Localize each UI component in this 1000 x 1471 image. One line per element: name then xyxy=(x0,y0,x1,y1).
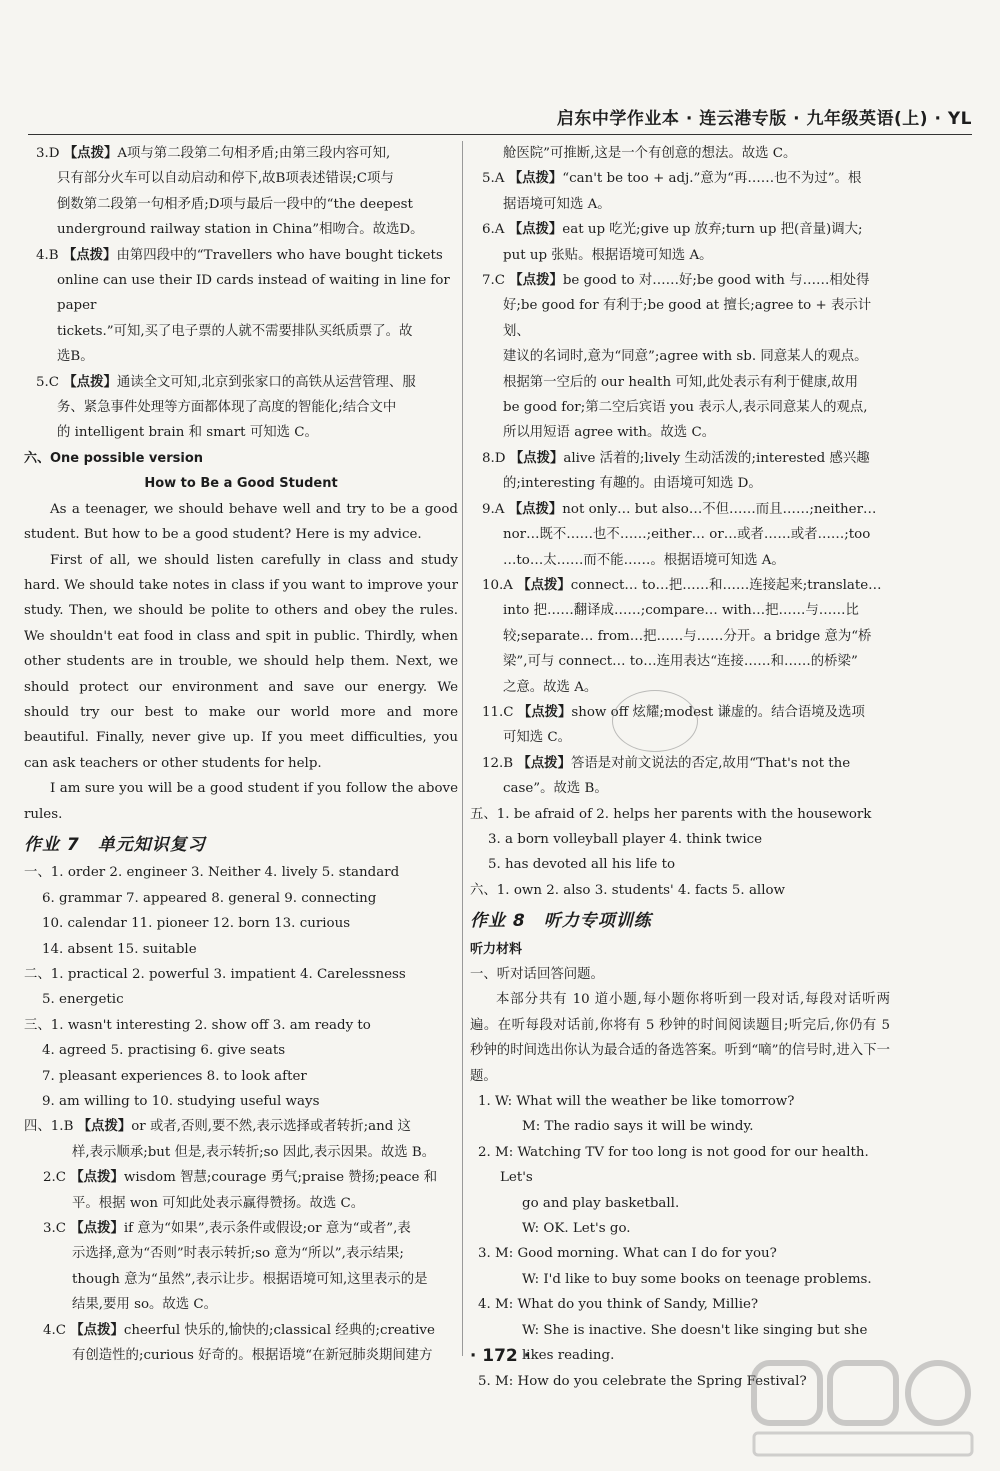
part-title: 一、听对话回答问题。 xyxy=(470,967,604,982)
watermark-logo xyxy=(748,1353,978,1463)
answer-row: 4. agreed 5. practising 6. give seats xyxy=(42,1043,286,1059)
answer-row: 6. grammar 7. appeared 8. general 9. connecting xyxy=(42,890,377,906)
dialog-item: 5. M: How do you celebrate the Spring Festival? xyxy=(478,1373,807,1389)
answer-row: 3. a born volleyball player 4. think twice xyxy=(488,831,763,847)
answer-row: 六、1. own 2. also 3. students' 4. facts 5. allow xyxy=(470,882,786,898)
left-column xyxy=(24,141,458,1369)
answer-row: 9. am willing to 10. studying useful ways xyxy=(42,1094,320,1110)
page-header: 启东中学作业本 · 连云港专版 · 九年级英语(上) · YL xyxy=(556,109,972,129)
answer-item: 7.C 【点拨】be good to 对……好;be good with 与……相处得 好;be good for 有利于;be good at 擅长;agree to + 表示计划、 建议的名词时,意为“同意”;agree with sb. 同意某人的观点。 根据第一空后的 our health 可知,此处表示有利于健康,故用 be good for;第二空后宾语 you 表示人,表示同意某人的观点, 所以用短语 agree with。故选 C。 xyxy=(482,272,872,441)
answer-item: 5.C 【点拨】通读全文可知,北京到张家口的高铁从运营管理、服 务、紧急事件处理等方面都体现了高度的智能化;结合文中 的 intelligent brain 和 smart 可知选 C。 xyxy=(36,373,416,441)
materials-title: 听力材料 xyxy=(470,941,523,957)
dialog-item: 1. W: What will the weather be like tomorrow? M: The radio says it will be windy. xyxy=(478,1094,795,1135)
dialog-item: 4. M: What do you think of Sandy, Millie? W: She is inactive. She doesn't like singing but she likes reading. xyxy=(478,1297,868,1364)
answer-item: 3.C 【点拨】if 意为“如果”,表示条件或假设;or 意为“或者”,表 示选择,意为“否则”时表示转折;so 意为“所以”,表示结果; though 意为“虽然”,表示让步。根据语境可知,这里表示的是 结果,要用 so。故选 C。 xyxy=(43,1220,428,1313)
stamp-mark xyxy=(612,690,698,752)
answer-row: 7. pleasant experiences 8. to look after xyxy=(42,1068,307,1084)
answer-row: 10. calendar 11. pioneer 12. born 13. curious xyxy=(42,916,351,932)
answer-item: 9.A 【点拨】not only… but also…不但……而且……;neither… nor…既不……也不……;either… or…或者……或者……;too …to…太……而不能……。根据语境可知选 A。 xyxy=(482,500,877,568)
answer-row: 14. absent 15. suitable xyxy=(42,941,197,957)
answer-item: 11.C 【点拨】show off 炫耀;modest 谦虚的。结合语境及选项 可知选 C。 xyxy=(482,703,865,746)
answer-row: 5. energetic xyxy=(42,992,124,1008)
right-column xyxy=(470,141,890,1394)
essay-title: How to Be a Good Student xyxy=(144,476,338,492)
dialog-item: 2. M: Watching TV for too long is not good for our health. Let's go and play basketball. W: OK. Let's go. xyxy=(478,1144,869,1237)
essay-paragraph: As a teenager, we should behave well and try to be a good student. But how to be a good student? Here is my advice. xyxy=(24,501,458,543)
answer-item: 8.D 【点拨】alive 活着的;lively 生动活泼的;interested 感兴趣 的;interesting 有趣的。由语境可知选 D。 xyxy=(482,449,870,492)
answer-item: 2.C 【点拨】wisdom 智慧;courage 勇气;praise 赞扬;peace 和 平。根据 won 可知此处表示赢得赞扬。故选 C。 xyxy=(43,1169,438,1211)
answer-item: 10.A 【点拨】connect… to…把……和……连接起来;translate… into 把……翻译成……;compare… with…把……与……比 较;separate… from…把……与……分开。a bridge 意为“桥 梁”,可与 connect… to…连用表达“连接……和……的桥梁” 之意。故选 A。 xyxy=(482,576,882,695)
header-rule xyxy=(28,134,972,135)
essay-paragraph: First of all, we should listen carefully in class and study hard. We should take notes in class if you want to improve your study. Then, we should be polite to others and obey the rules. We shouldn't eat food in class and spit in public. Thirdly, when other students are in trouble, we should help them. Next, we should protect our environment and save our energy. We should try our best to make our world more and more beautiful. Finally, never give up. If you meet difficulties, you can ask teachers or other students for help. xyxy=(24,552,458,771)
answer-row: 五、1. be afraid of 2. helps her parents with the housework xyxy=(470,806,872,822)
answer-item: 4.C 【点拨】cheerful 快乐的,愉快的;classical 经典的;creative 有创造性的;curious 好奇的。根据语境“在新冠肺炎期间建方 xyxy=(43,1321,435,1364)
answer-item: 3.D 【点拨】A项与第二段第二句相矛盾;由第三段内容可知, 只有部分火车可以自动启动和停下,故B项表述错误;C项与 倒数第二段第一句相矛盾;D项与最后一段中的“the deepest underground railway station in China”相吻合。故选D。 xyxy=(36,145,424,238)
continued-text: 舱医院”可推断,这是一个有创意的想法。故选 C。 xyxy=(503,146,797,161)
answer-item: 12.B 【点拨】答语是对前文说法的否定,故用“That's not the case”。故选 B。 xyxy=(482,754,851,797)
answer-row: 二、1. practical 2. powerful 3. impatient 4. Carelessness xyxy=(24,967,406,982)
answer-row: 三、1. wasn't interesting 2. show off 3. am ready to xyxy=(24,1017,371,1033)
page-number: · 172 · xyxy=(469,1346,531,1366)
dialog-item: 3. M: Good morning. What can I do for you? W: I'd like to buy some books on teenage problems. xyxy=(478,1246,872,1287)
answer-item: 4.B 【点拨】由第四段中的“Travellers who have bought tickets online can use their ID cards instead of waiting in line for paper tickets.”可知,买了电子票的人就不需要排队买纸质票了。故 选B。 xyxy=(36,246,450,365)
answer-item: 6.A 【点拨】eat up 吃光;give up 放弃;turn up 把(音量)调大; put up 张贴。根据语境可知选 A。 xyxy=(482,221,863,263)
homework-heading: 作业 7 单元知识复习 xyxy=(24,834,206,855)
answer-row: 一、1. order 2. engineer 3. Neither 4. lively 5. standard xyxy=(24,865,400,881)
homework-heading: 作业 8 听力专项训练 xyxy=(470,911,652,932)
answer-item: 四、1.B 【点拨】or 或者,否则,要不然,表示选择或者转折;and 这 样,表示顺承;but 但是,表示转折;so 因此,表示因果。故选 B。 xyxy=(24,1118,436,1160)
answer-item: 5.A 【点拨】“can't be too + adj.”意为“再……也不为过”。根 据语境可知选 A。 xyxy=(482,170,862,212)
answer-row: 5. has devoted all his life to xyxy=(488,857,676,873)
instructions: 本部分共有 10 道小题,每小题你将听到一段对话,每段对话听两遍。在听每段对话前,你将有 5 秒钟的时间阅读题目;听完后,你仍有 5 秒钟的时间选出你认为最合适的备选答案。听到“嘀”的信号时,进入下一题。 xyxy=(470,992,890,1084)
section-title: 六、One possible version xyxy=(24,450,204,466)
column-divider xyxy=(462,141,463,1356)
essay-paragraph: I am sure you will be a good student if you follow the above rules. xyxy=(24,781,458,822)
